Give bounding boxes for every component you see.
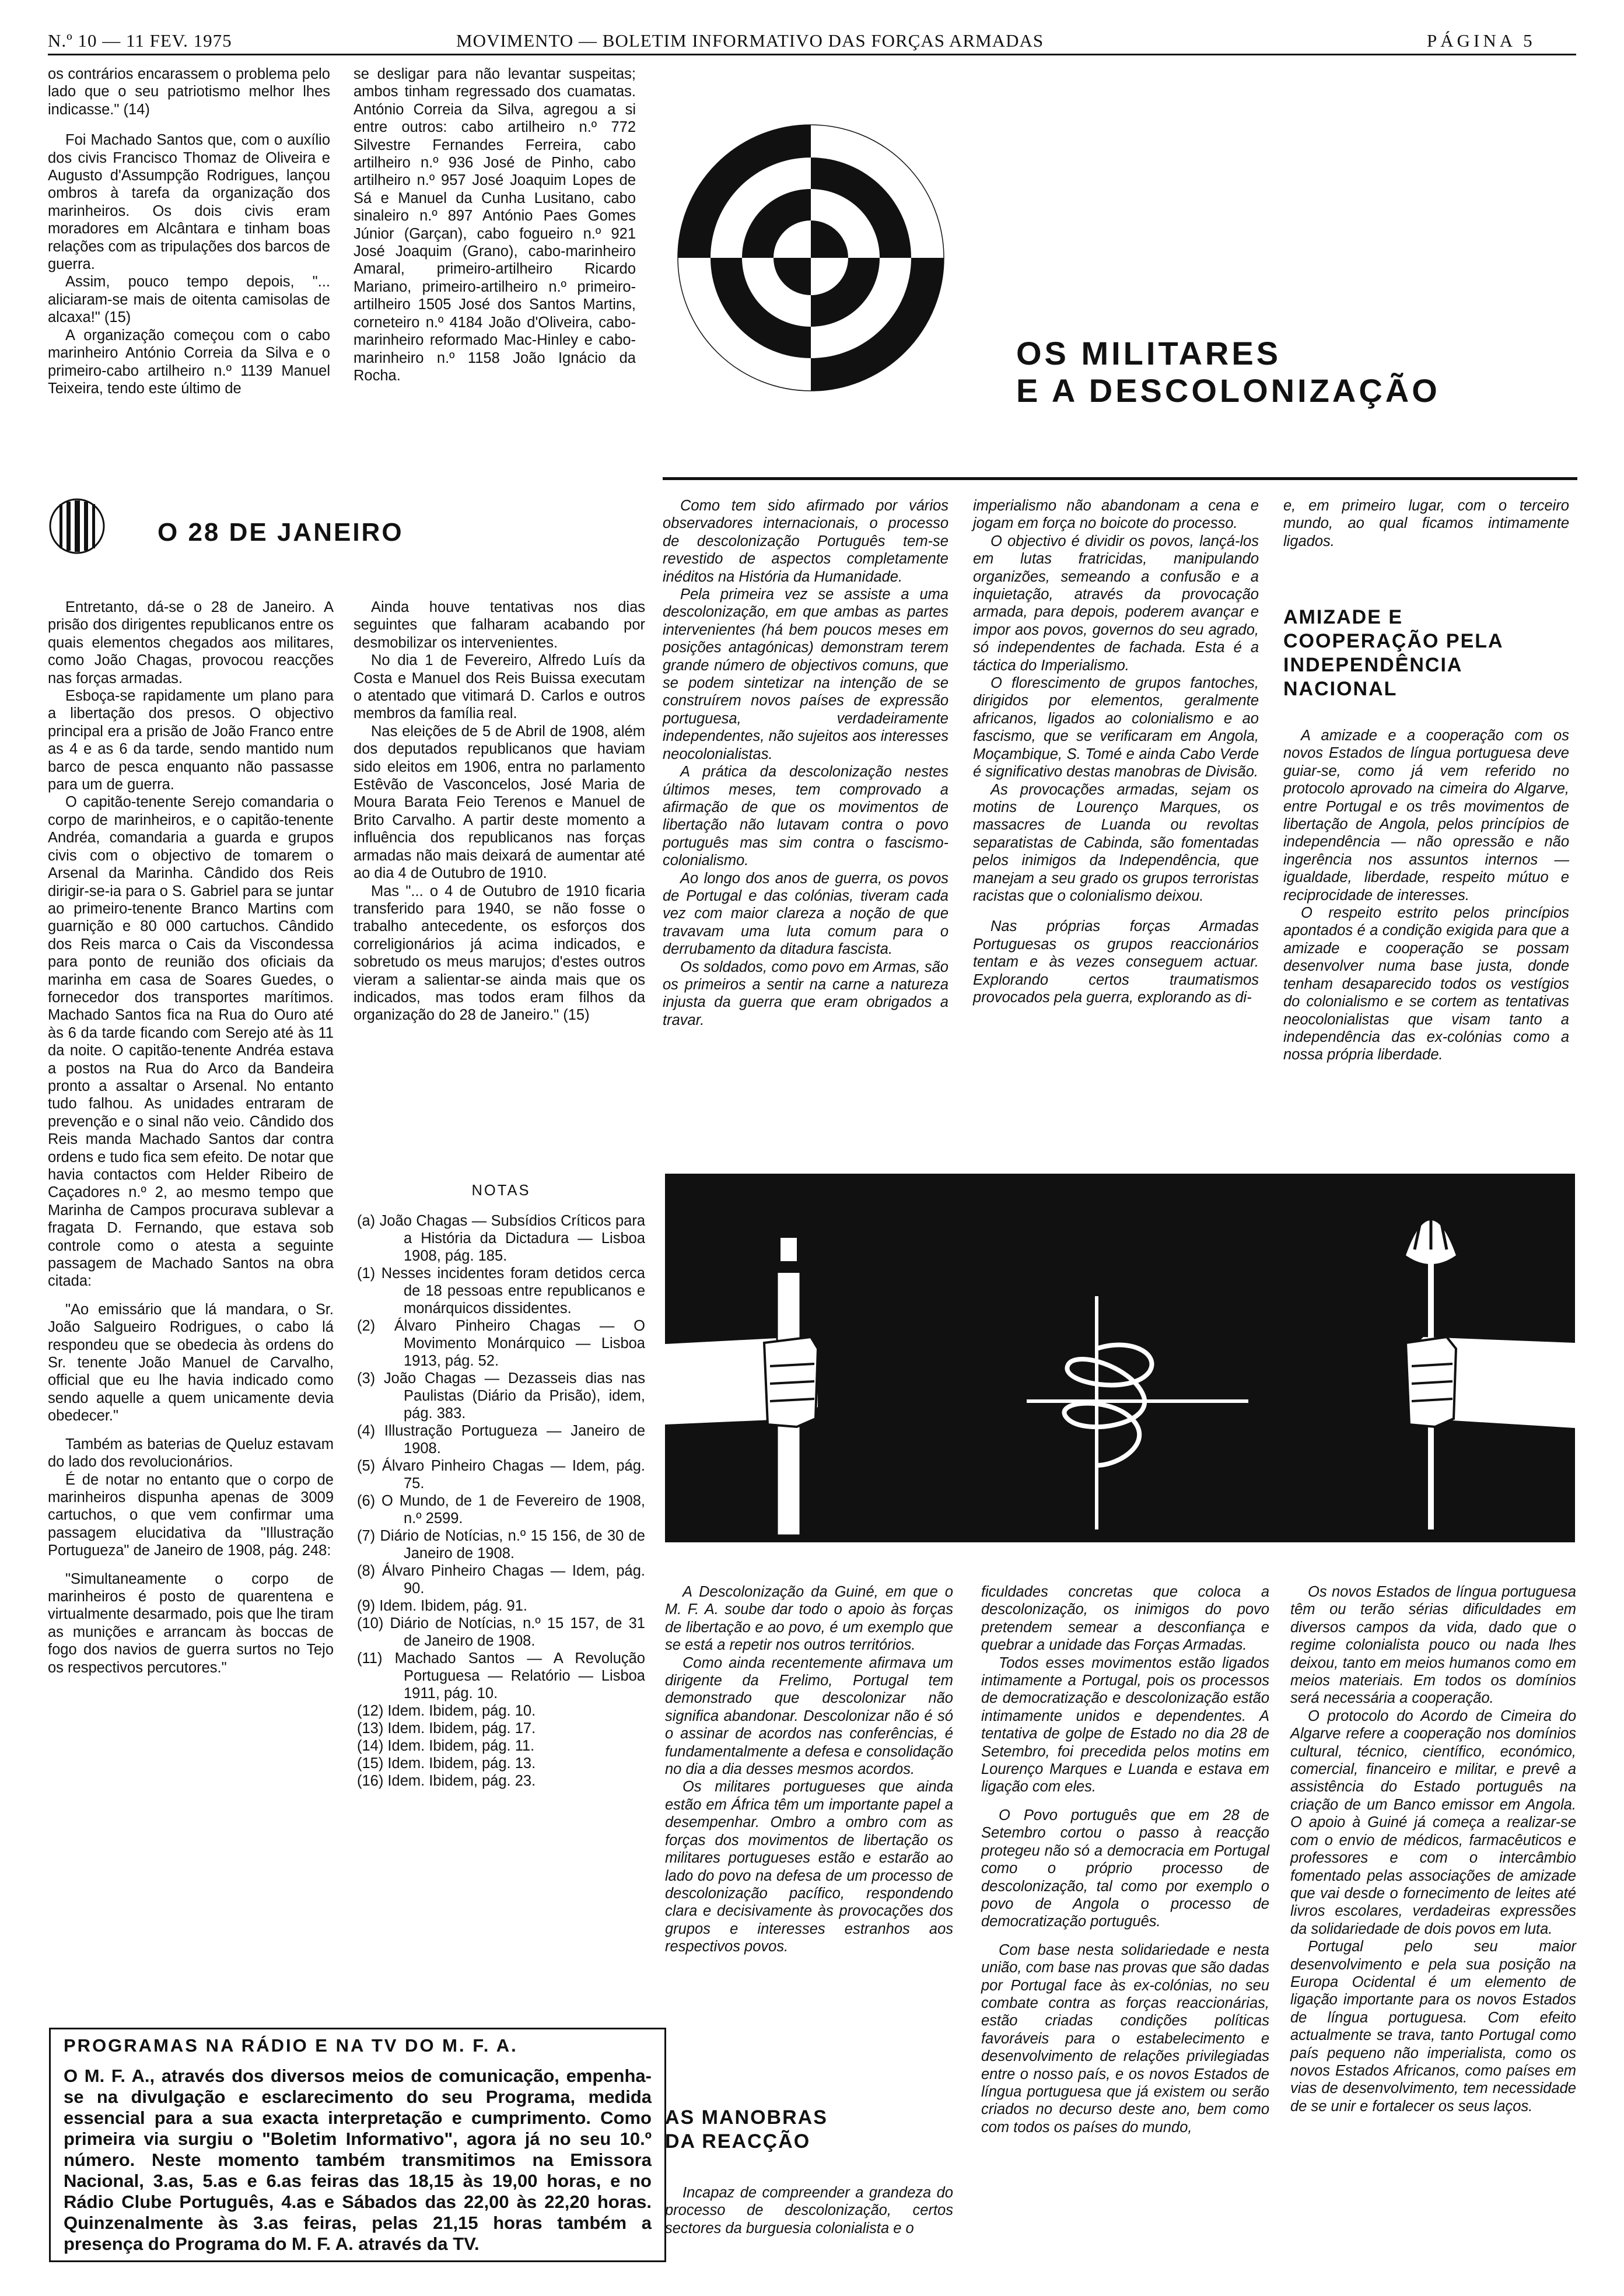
manobras-col <box>665 2184 953 2237</box>
paragraph: As provocações armadas, sejam os motins de Lourenço Marques, os massacres de Luanda ou revoltas separatistas de Cabinda, são fomentadas pelos inimigos da Independência, que manejam a seu grado os grupos terroristas racistas que o colonialismo deixou. <box>973 781 1259 904</box>
paragraph: Ainda houve tentativas nos dias seguintes que falharam acabando por desmobilizar os intervenientes. <box>354 599 645 651</box>
section-title-28-janeiro: O 28 DE JANEIRO <box>158 518 404 547</box>
header-rule <box>48 54 1576 55</box>
paragraph: Com base nesta solidariedade e nesta união, com base nas provas que são dadas por Portugal face às ex-colónias, no seu combate contra as forças reaccionárias, estão criadas condições políticas favoráveis para o estabelecimento e desenvolvimento de relações privilegiadas entre o nosso país, e os novos Estados de língua portuguesa que já existem ou serão criados no decurso deste ano, bem como com todos os países do mundo, <box>981 1941 1269 2136</box>
programas-text: O M. F. A., através dos diversos meios de comunicação, empenha-se na divulgação e esclarecimento do seu Programa, medida essencial para a sua exacta interpretação e cumprimento. Como primeira via surgiu o "Boletim Informativo", agora já no seu 10.º número. Neste momento também transmitimos na Emissora Nacional, 3.as, 5.as e 6.as feiras das 18,15 às 19,00 horas, e no Rádio Clube Português, 4.as e Sábados das 22,00 às 22,20 horas. Quinzenalmente às 3.as feiras, pelas 21,15 horas também a presença do Programa do M. F. A. através da TV. <box>64 2066 652 2254</box>
paragraph: Pela primeira vez se assiste a uma descolonização, em que ambas as partes intervenientes (há bem poucos meses em posições antagónicas) demonstram terem grande número de objectivos comuns, que se podem sintetizar na intenção de se construírem novos países de expressão portuguesa, verdadeiramente independentes, não sujeitos aos interesses neocolonialistas. <box>663 586 949 762</box>
illustration-panel <box>665 1174 1575 1542</box>
target-emblem <box>677 124 945 392</box>
publication-title: MOVIMENTO — BOLETIM INFORMATIVO DAS FORÇAS ARMADAS <box>456 30 1044 51</box>
paragraph: Como tem sido afirmado por vários observadores internacionais, o processo de descolonização Português tem-se revestido de aspectos completamente inéditos na História da Humanidade. <box>663 498 949 585</box>
paragraph: ficuldades concretas que coloca a descolonização, os inimigos do povo pretendem semear a desconfiança e quebrar a unidade das Forças Armadas. <box>981 1584 1269 1654</box>
issue-date: N.º 10 — 11 FEV. 1975 <box>48 30 232 51</box>
programas-box <box>49 2028 666 2262</box>
note-item: (6) O Mundo, de 1 de Fevereiro de 1908, n.º 2599. <box>357 1493 645 1527</box>
janeiro-col-1 <box>48 598 334 1676</box>
desc-col-3 <box>1283 497 1569 550</box>
note-item: (16) Idem. Ibidem, pág. 23. <box>357 1773 536 1789</box>
headline-line-1: OS MILITARES <box>1016 335 1282 372</box>
section-rule <box>663 477 1577 480</box>
top-col-1 <box>48 65 330 397</box>
paragraph: Entretanto, dá-se o 28 de Janeiro. A prisão dos dirigentes republicanos entre os quais elementos chegados aos militares, como João Chagas, provocou reacções nas forças armadas. <box>48 599 334 687</box>
bottom-col-1 <box>665 1583 953 1956</box>
paragraph: e, em primeiro lugar, com o terceiro mundo, ao qual ficamos intimamente ligados. <box>1283 498 1569 550</box>
quote: "Simultaneamente o corpo de marinheiros é posto de quarentena e virtualmente desarmado, pois que lhe tiram as munições e arrancam às boccas de fogo dos navios de guerra surtos no Tejo os respectivos percutores." <box>48 1570 334 1676</box>
janeiro-col-2 <box>354 598 645 1024</box>
note-item: (4) Illustração Portugueza — Janeiro de 1908. <box>357 1423 645 1457</box>
notes-title: NOTAS <box>471 1182 531 1199</box>
headline <box>1016 335 1600 410</box>
paragraph: A prática da descolonização nestes últimos meses, tem comprovado a afirmação de que os movimentos de libertação não lutavam contra o povo português mas sim contra o fascismo-colonialismo. <box>663 764 949 869</box>
desc-col-2 <box>973 497 1259 1006</box>
paragraph: Os soldados, como povo em Armas, são os primeiros a sentir na carne a natureza injusta da guerra que eram obrigados a travar. <box>663 958 949 1028</box>
paragraph: Como ainda recentemente afirmava um dirigente da Frelimo, Portugal tem demonstrado que descolonizar não significa abandonar. Descolonizar não é só o assinar de acordos nas conferências, é fundamentalmente a defesa e consolidação no dia a dia desses mesmos acordos. <box>665 1654 953 1778</box>
paragraph: No dia 1 de Fevereiro, Alfredo Luís da Costa e Manuel dos Reis Buissa executam o atentado que vitimará D. Carlos e outros membros da família real. <box>354 652 645 722</box>
note-item: (3) João Chagas — Dezasseis dias nas Paulistas (Diário da Prisão), idem, pág. 383. <box>357 1370 645 1422</box>
paragraph: A Descolonização da Guiné, em que o M. F. A. soube dar todo o apoio às forças de libertação e ao povo, é um exemplo que se está a repetir nos outros territórios. <box>665 1584 953 1654</box>
note-item: (1) Nesses incidentes foram detidos cerca de 18 pessoas entre republicanos e monárquicos dissidentes. <box>357 1265 645 1317</box>
paragraph: Nas próprias forças Armadas Portuguesas os grupos reaccionários tentam e às vezes conseguem actuar. Explorando certos traumatismos provocados pela guerra, explorando as di- <box>973 918 1259 1006</box>
note-item: (10) Diário de Notícias, n.º 15 157, de 31 de Janeiro de 1908. <box>357 1615 645 1649</box>
note-item: (15) Idem. Ibidem, pág. 13. <box>357 1755 536 1772</box>
paragraph: os contrários encarassem o problema pelo lado que o seu patriotismo melhor lhes indicasse." (14) <box>48 66 330 118</box>
note-item: (7) Diário de Notícias, n.º 15 156, de 30 de Janeiro de 1908. <box>357 1528 645 1562</box>
paragraph: O florescimento de grupos fantoches, dirigidos por elementos, geralmente africanos, ligados ao colonialismo e ao fascismo, que se verificaram em Angola, Moçambique, S. Tomé e ainda Cabo Verde é significativo destas manobras de Divisão. <box>973 675 1259 780</box>
paragraph: Mas "... o 4 de Outubro de 1910 ficaria transferido para 1940, se não fosse o trabalho antecedente, os esforços dos correligionários já acima indicados, e sobretudo os meus marujos; d'estes outros vieram a salientar-se ainda mais que os indicados, mas todos eram filhos da organização do 28 de Janeiro." (15) <box>354 883 645 1024</box>
paragraph: É de notar no entanto que o corpo de marinheiros dispunha apenas de 3009 cartuchos, o que vem confirmar uma passagem elucidativa da "Illustração Portugueza" de Janeiro de 1908, pág. 248: <box>48 1471 334 1559</box>
paragraph: O respeito estrito pelos princípios apontados é a condição exigida para que a amizade e cooperação se possam desenvolver numa base justa, donde tenham desaparecido todos os vestígios do colonialismo e se cortem as tentativas neocolonialistas que visam tanto a independência das ex-colónias como a nossa própria liberdade. <box>1283 905 1569 1063</box>
paragraph: Os novos Estados de língua portuguesa têm ou terão sérias dificuldades em diversos campos da vida, dado que o regime colonialista pouco ou nada lhes deixou, tanto em meios humanos como em meios materiais. Em todos os domínios será necessária a cooperação. <box>1290 1584 1576 1707</box>
amizade-col <box>1283 727 1569 1064</box>
quote: "Ao emissário que lá mandara, o Sr. João Salgueiro Rodrigues, o cabo lá respondeu que se obedecia às ordens do Sr. tenente João Manuel de Carvalho, official que eu lhe havia indicado como sendo aquelle a quem unicamente devia obedecer." <box>48 1301 334 1424</box>
bottom-col-2 <box>981 1583 1269 2136</box>
paragraph: A organização começou com o cabo marinheiro António Correia da Silva e o primeiro-cabo artilheiro n.º 1139 Manuel Teixeira, tendo este último de <box>48 327 330 397</box>
top-col-2 <box>354 65 636 384</box>
headline-line-2: E A DESCOLONIZAÇÃO <box>1016 372 1440 409</box>
notes <box>357 1182 645 1790</box>
bottom-col-3 <box>1290 1583 1576 2115</box>
note-item: (12) Idem. Ibidem, pág. 10. <box>357 1703 536 1719</box>
paragraph: O capitão-tenente Serejo comandaria o corpo de marinheiros, e o capitão-tenente Andréa, comandaria a guarda e grupos civis com o objectivo de tomarem o Arsenal da Marinha. Cândido dos Reis dirigir-se-ia para o S. Gabriel para se juntar ao primeiro-tenente Branco Martins com guarnição e 80 000 cartuchos. Cândido dos Reis marca o Cais da Viscondessa para ponto de reunião dos oficiais da marinha em casa de Soares Guedes, o fornecedor dos transportes marítimos. Machado Santos fica na Rua do Ouro até às 6 da tarde ficando com Serejo até às 11 da noite. O capitão-tenente Andréa estava a postos na Rua do Arco da Bandeira pronto a assaltar o Arsenal. No entanto tudo falhou. As unidades entraram de prevenção e o sinal não veio. Cândido dos Reis manda Machado Santos dar contra ordens e tudo fica sem efeito. De notar que havia contactos com Helder Ribeiro de Caçadores n.º 2, ao mesmo tempo que Marinha de Campos procurava sublevar a fragata D. Fernando, que estava sob controle como o atesta a seguinte passagem de Machado Santos na obra citada: <box>48 794 334 1290</box>
paragraph: Foi Machado Santos que, com o auxílio dos civis Francisco Thomaz de Oliveira e Augusto d'Assumpção Rodrigues, lançou ombros à tarefa da organização dos marinheiros. Os dois civis eram moradores em Alcântara e tinham boas relações com as tripulações dos barcos de guerra. <box>48 132 330 273</box>
paragraph: Também as baterias de Queluz estavam do lado dos revolucionários. <box>48 1436 334 1471</box>
note-item: (9) Idem. Ibidem, pág. 91. <box>357 1598 527 1614</box>
paragraph: Portugal pelo seu maior desenvolvimento e pela sua posição na Europa Ocidental é um elemento de ligação importante para os novos Estados de língua portuguesa. Com efeito actualmente se trava, tanto Portugal como país pequeno não imperialista, como os novos Estados Africanos, como países em vias de desenvolvimento, tem necessidade de se unir e fortalecer os seus laços. <box>1290 1938 1576 2115</box>
paragraph: O protocolo do Acordo de Cimeira do Algarve refere a cooperação nos domínios cultural, técnico, científico, económico, comercial, financeiro e militar, e prevê a assistência do Estado português na criação de um Banco emissor em Angola. O apoio à Guiné já começa a realizar-se com o envio de médicos, farmacêuticos e professores e com o intercâmbio fomentado pelas associações de amizade que vai desde o fornecimento de leites até livros escolares, verdadeiras expressões da solidariedade de dois povos em luta. <box>1290 1707 1576 1937</box>
note-item: (a) João Chagas — Subsídios Críticos para a História da Dictadura — Lisboa 1908, pág. 185. <box>357 1213 645 1264</box>
paragraph: Os militares portugueses que ainda estão em África têm um importante papel a desempenhar. Ombro a ombro com as forças dos movimentos de libertação os militares portugueses estão e estarão ao lado do povo na defesa de um processo de descolonização pacífico, respondendo clara e decisivamente às provocações dos grupos e interesses estranhos aos respectivos povos. <box>665 1779 953 1955</box>
section-title-manobras: AS MANOBRAS DA REACÇÃO <box>665 2106 828 2152</box>
note-item: (13) Idem. Ibidem, pág. 17. <box>357 1720 536 1737</box>
note-item: (8) Álvaro Pinheiro Chagas — Idem, pág. 90. <box>357 1563 645 1597</box>
barrel-icon <box>49 498 105 554</box>
paragraph: Todos esses movimentos estão ligados intimamente a Portugal, pois os processos de democratização e descolonização estão intimamente unidos e dependentes. A tentativa de golpe de Estado no dia 28 de Setembro, foi precedida pelos motins em Lourenço Marques e Luanda e estava em ligação com eles. <box>981 1654 1269 1796</box>
note-item: (11) Machado Santos — A Revolução Portuguesa — Relatório — Lisboa 1911, pág. 10. <box>357 1650 645 1702</box>
page-number: PÁGINA 5 <box>1427 30 1536 51</box>
paragraph: O Povo português que em 28 de Setembro cortou o passo à reacção protegeu não só a democracia em Portugal como o próprio processo de descolonização, tal como por exemplo o povo de Angola o processo de democratização português. <box>981 1807 1269 1930</box>
paragraph: A amizade e a cooperação com os novos Estados de língua portuguesa deve guiar-se, como já vem referido no protocolo aprovado na cimeira do Algarve, entre Portugal e os três movimentos de libertação de Angola, pelos princípios de independência — não opressão e não ingerência nos assuntos internos — igualdade, liberdade, respeito mútuo e reciprocidade de interesses. <box>1283 727 1569 904</box>
paragraph: Assim, pouco tempo depois, "... aliciaram-se mais de oitenta camisolas de alcaxa!" (15) <box>48 274 330 326</box>
paragraph: Ao longo dos anos de guerra, os povos de Portugal e das colónias, tiveram cada vez com maior clareza a noção de que travavam uma luta comum para o derrubamento da ditadura fascista. <box>663 870 949 958</box>
note-item: (5) Álvaro Pinheiro Chagas — Idem, pág. 75. <box>357 1458 645 1492</box>
section-title-amizade: AMIZADE E COOPERAÇÃO PELA INDEPENDÊNCIA NACIONAL <box>1283 606 1503 700</box>
paragraph: se desligar para não levantar suspeitas; ambos tinham regressado dos cuamatas. António Correia da Silva, agregou a si entre outros: cabo artilheiro n.º 772 Silvestre Fernandes Ferreira, cabo artilheiro n.º 936 José de Pinho, cabo artilheiro n.º 957 José Joaquim Lopes de Sá e Manuel da Cunha Lusitano, cabo sinaleiro n.º 897 António Paes Gomes Júnior (Garçan), cabo fogueiro n.º 921 José Joaquim (Grano), cabo-marinheiro Amaral, primeiro-artilheiro Ricardo Mariano, primeiro-artilheiro n.º primeiro-artilheiro 1505 José dos Santos Martins, corneteiro n.º 4184 João d'Oliveira, cabo-marinheiro reformado Mac-Hinley e cabo-marinheiro n.º 1158 João Ignácio da Rocha. <box>354 66 636 384</box>
paragraph: Esboça-se rapidamente um plano para a libertação dos presos. O objectivo principal era a prisão de João Franco entre as 4 e as 6 da tarde, sendo mantido num barco de pesca enquanto não passasse para um de guerra. <box>48 688 334 793</box>
paragraph: Nas eleições de 5 de Abril de 1908, além dos deputados republicanos que haviam sido eleitos em 1906, entra no parlamento Estêvão de Vasconcelos, José Maria de Moura Barata Feio Terenos e Manuel de Brito Carvalho. A partir deste momento a influência dos republicanos nas forças armadas não mais deixará de aumentar até ao dia 4 de Outubro de 1910. <box>354 723 645 882</box>
desc-col-1 <box>663 497 949 1029</box>
paragraph: Incapaz de compreender a grandeza do processo de descolonização, certos sectores da burguesia colonialista e o <box>665 2185 953 2236</box>
programas-title: PROGRAMAS NA RÁDIO E NA TV DO M. F. A. <box>64 2035 518 2056</box>
note-item: (14) Idem. Ibidem, pág. 11. <box>357 1738 535 1754</box>
note-item: (2) Álvaro Pinheiro Chagas — O Movimento Monárquico — Lisboa 1913, pág. 52. <box>357 1318 645 1369</box>
paragraph: O objectivo é dividir os povos, lançá-los em lutas fratricidas, manipulando organizões, semeando a confusão e a inquietação, através da provocação armada, para depois, poderem avançar e impor aos povos, governos do seu agrado, só independentes de fachada. Esta é a táctica do Imperialismo. <box>973 533 1259 674</box>
paragraph: imperialismo não abandonam a cena e jogam em força no boicote do processo. <box>973 498 1259 532</box>
